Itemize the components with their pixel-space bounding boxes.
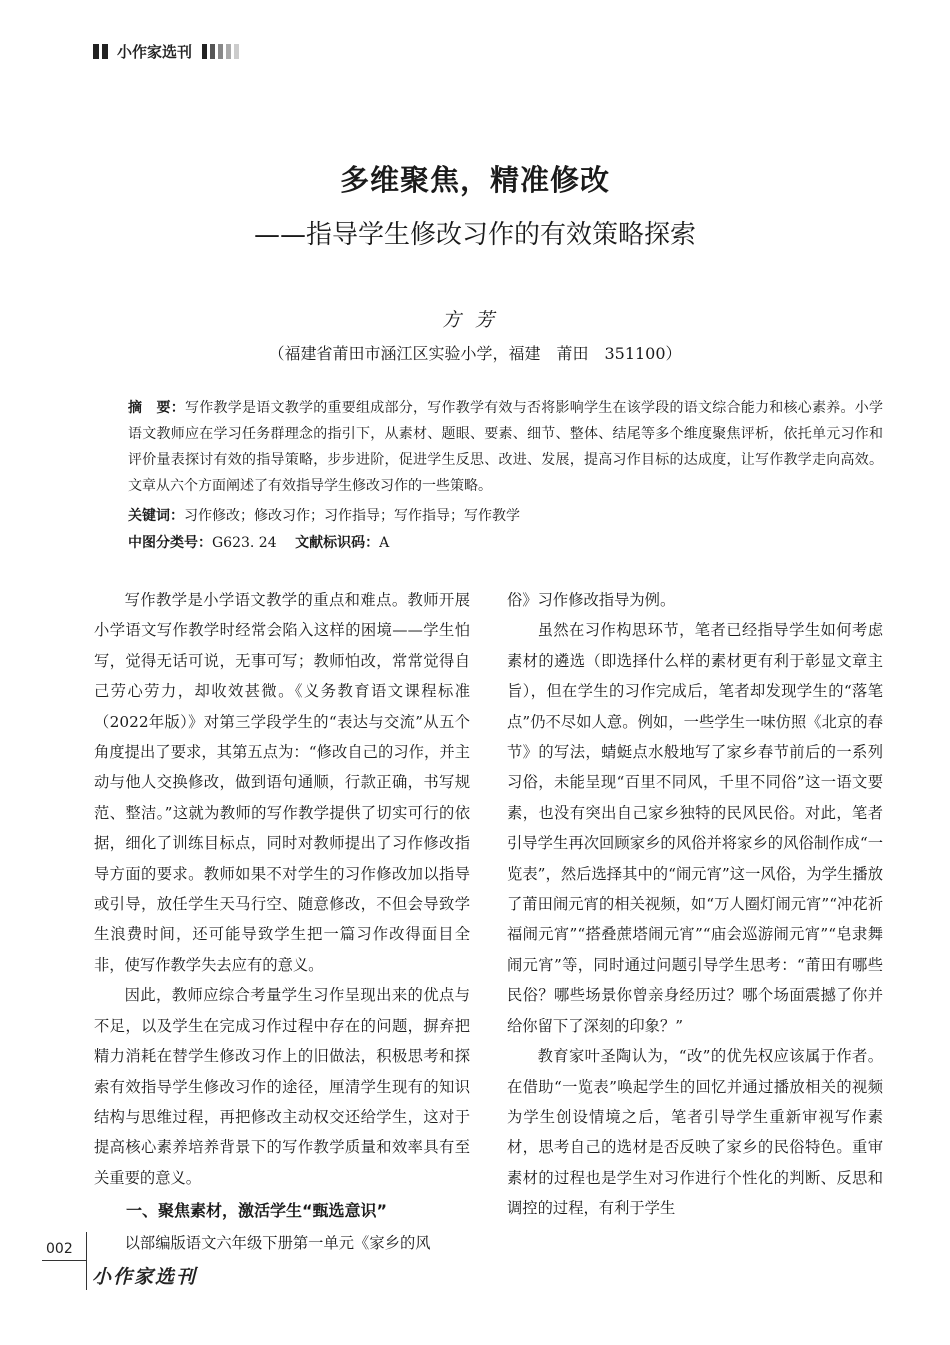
page-number: 002 [46,1241,73,1257]
journal-logo: 小作家选刊 [92,1266,198,1288]
article-title: 多维聚焦，精准修改 [339,163,610,197]
decor-bar [202,44,207,59]
classification [128,530,883,556]
decor-bar [234,44,239,59]
doc-code-label: 文献标识码： [295,535,380,551]
journal-name: 小作家选刊 [117,42,193,61]
decor-bar [218,44,223,59]
paragraph: 写作教学是小学语文教学的重点和难点。教师开展小学语文写作教学时经常会陷入这样的困境——学生怕写，觉得无话可说，无事可写；教师怕改，常常觉得自己劳心劳力，却收效甚微。《义务教育语文课程标准（2022年版）》对第三学段学生的“表达与交流”从五个角度提出了要求，其第五点为：“修改自己的习作，并主动与他人交换修改，做到语句通顺，行款正确，书写规范、整洁。”这就为教师的写作教学提供了切实可行的依据，细化了训练目标点，同时对教师提出了习作修改指导方面的要求。教师如果不对学生的习作修改加以指导或引导，放任学生天马行空、随意修改，不但会导致学生浪费时间，还可能导致学生把一篇习作改得面目全非，使写作教学失去应有的意义。 [94,591,470,974]
paragraph: 虽然在习作构思环节，笔者已经指导学生如何考虑素材的遴选（即选择什么样的素材更有利于彰显文章主旨），但在学生的习作完成后，笔者却发现学生的“落笔点”仍不尽如人意。例如，一些学生一味仿照《北京的春节》的写法，蜻蜓点水般地写了家乡春节前后的一系列习俗，未能呈现“百里不同风，千里不同俗”这一语文要素，也没有突出自己家乡独特的民风民俗。对此，笔者引导学生再次回顾家乡的风俗并将家乡的风俗制作成“一览表”，然后选择其中的“闹元宵”这一风俗，为学生播放了莆田闹元宵的相关视频，如“万人圈灯闹元宵”“冲花祈福闹元宵”“搭叠蔗塔闹元宵”“庙会巡游闹元宵”“皂隶舞闹元宵”等，同时通过问题引导学生思考：“莆田有哪些民俗？哪些场景你曾亲身经历过？哪个场面震撼了你并给你留下了深刻的印象？” [507,621,883,1035]
section-heading: 一、聚焦素材，激活学生“甄选意识” [126,1201,388,1221]
author-name: 方芳 [441,309,508,331]
paragraph: 以部编版语文六年级下册第一单元《家乡的风 [124,1234,431,1253]
doc-code-value: A [379,535,390,551]
paragraph-continued: 俗》习作修改指导为例。 [507,591,676,609]
clc-label: 中图分类号： [128,535,212,551]
footer-rule [42,1260,86,1261]
header-bars-left [93,44,108,59]
paragraph: 因此，教师应综合考量学生习作呈现出来的优点与不足，以及学生在完成习作过程中存在的问题，摒弃把精力消耗在替学生修改习作上的旧做法，积极思考和探索有效指导学生修改习作的途径，厘清学生现有的知识结构与思维过程，再把修改主动权交还给学生，这对于提高核心素养培养背景下的写作教学质量和效率具有至关重要的意义。 [94,986,470,1187]
paragraph: 教育家叶圣陶认为，“改”的优先权应该属于作者。在借助“一览表”唤起学生的回忆并通过播放相关的视频为学生创设情境之后，笔者引导学生重新审视写作素材，思考自己的选材是否反映了家乡的民俗特色。重审素材的过程也是学生对习作进行个性化的判断、反思和调控的过程，有利于学生 [507,1047,883,1218]
author-affiliation: （福建省莆田市涵江区实验小学，福建 莆田 351100） [268,344,682,363]
header-bars-right [202,44,239,59]
decor-bar [93,44,99,59]
body-column-right [507,585,883,1224]
abstract [128,395,883,499]
keywords [128,503,883,529]
decor-bar [102,44,108,59]
article-subtitle: ——指导学生修改习作的有效策略探索 [253,220,696,250]
decor-bar [226,44,231,59]
decor-bar [210,44,215,59]
keywords-label: 关键词： [128,508,184,524]
abstract-label: 摘 要： [128,400,185,416]
footer-divider [86,1232,87,1290]
keywords-text: 习作修改；修改习作；习作指导；写作指导；写作教学 [184,508,520,524]
body-column-left [94,585,470,1259]
abstract-text: 写作教学是语文教学的重要组成部分，写作教学有效与否将影响学生在该学段的语文综合能力和核心素养。小学语文教师应在学习任务群理念的指引下，从素材、题眼、要素、细节、整体、结尾等多个维度聚焦评析，依托单元习作和评价量表探讨有效的指导策略，步步进阶，促进学生反思、改进、发展，提高习作目标的达成度，让写作教学走向高效。文章从六个方面阐述了有效指导学生修改习作的一些策略。 [128,400,883,494]
journal-header [93,40,239,62]
clc-value: G623. 24 [212,535,277,551]
